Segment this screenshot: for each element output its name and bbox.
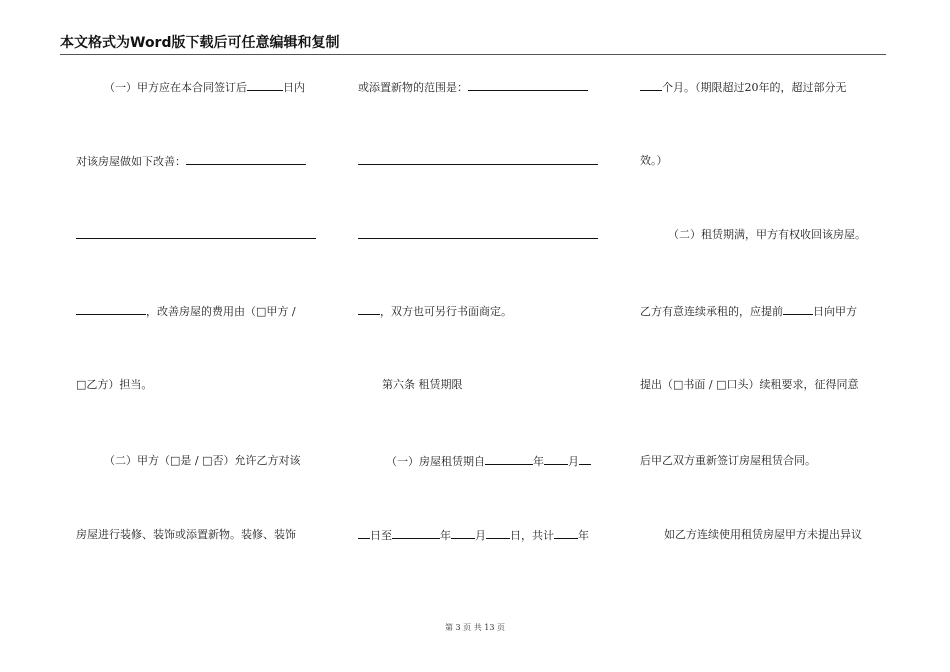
document-header: [60, 34, 886, 55]
paragraph-line: 房屋进行装修、装饰或添置新物。装修、装饰: [76, 528, 296, 541]
section-heading: 第六条 租赁期限: [382, 378, 463, 391]
blank-field: [468, 80, 588, 91]
blank-field: [76, 304, 146, 315]
paragraph-line: □乙方）担当。: [76, 378, 153, 391]
blank-field: [247, 80, 283, 91]
paragraph-line: （二）甲方（□是 / □否）允许乙方对该: [104, 454, 301, 467]
blank-field: [485, 454, 533, 465]
paragraph-line: [358, 228, 598, 239]
blank-field: [358, 154, 598, 165]
blank-field: [358, 228, 598, 239]
blank-field: [554, 528, 578, 539]
paragraph-line: （一）甲方应在本合同签订后 日内: [104, 81, 305, 94]
paragraph-line: 如乙方连续使用租赁房屋甲方未提出异议: [664, 528, 862, 541]
paragraph-line: 日至 年 月 日，共计 年: [358, 528, 598, 543]
blank-field: [451, 528, 475, 539]
blank-field: [486, 528, 510, 539]
paragraph-line: [358, 154, 598, 165]
paragraph-line: ，双方也可另行书面商定。: [358, 304, 598, 319]
paragraph-line: [76, 228, 316, 239]
blank-field: [783, 304, 813, 315]
paragraph-line: （二）租赁期满，甲方有权收回该房屋。: [668, 228, 866, 241]
header-title: 本文格式为Word版下载后可任意编辑和复制: [60, 35, 340, 51]
page-number: 第 3 页 共 13 页: [445, 623, 505, 632]
blank-field: [358, 528, 370, 539]
paragraph-line: 乙方有意连续承租的，应提前 日向甲方: [640, 305, 857, 318]
blank-field: [579, 454, 591, 465]
blank-field: [358, 304, 380, 315]
paragraph-line: 效。）: [640, 154, 668, 167]
paragraph-line: 提出（□书面 / □口头）续租要求，征得同意: [640, 378, 859, 391]
paragraph-line: ，改善房屋的费用由（□甲方 /: [76, 304, 316, 319]
paragraph-line: 个月。（期限超过20年的，超过部分无: [640, 80, 880, 95]
paragraph-line: 后甲乙双方重新签订房屋租赁合同。: [640, 454, 816, 467]
blank-field: [186, 154, 306, 165]
blank-field: [544, 454, 568, 465]
paragraph-line: （一）房屋租赁期自 年 月: [358, 454, 598, 469]
blank-field: [640, 80, 662, 91]
blank-field: [76, 228, 316, 239]
paragraph-line: 或添置新物的范围是：: [358, 80, 598, 95]
blank-field: [392, 528, 440, 539]
paragraph-line: 对该房屋做如下改善：: [76, 154, 316, 169]
